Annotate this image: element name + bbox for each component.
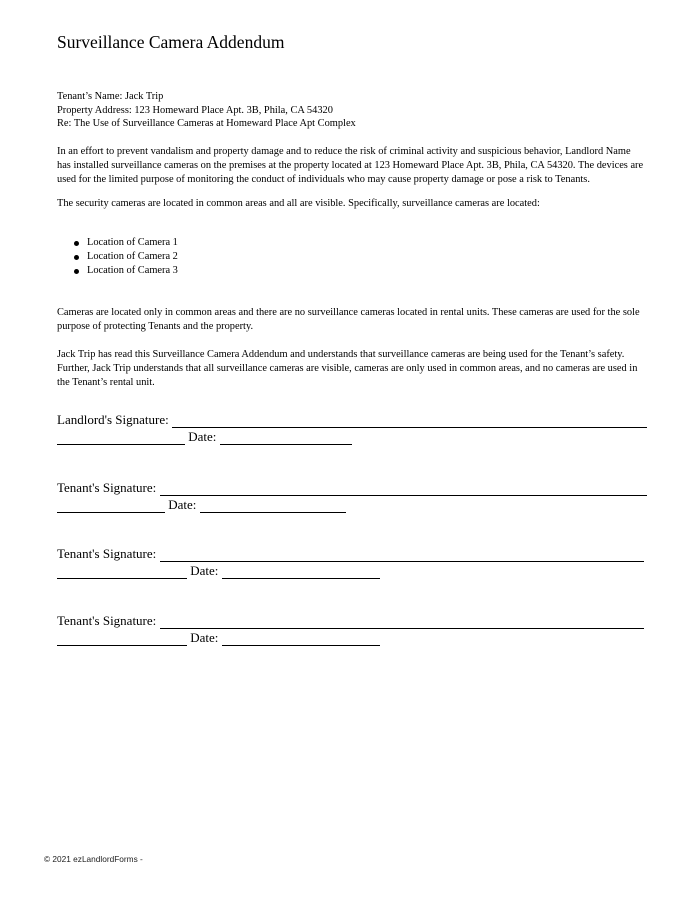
signature-line[interactable]: [160, 548, 644, 562]
camera-location: Location of Camera 2: [87, 251, 178, 263]
copyright-footer: © 2021 ezLandlordForms -: [44, 854, 143, 864]
date-line[interactable]: [200, 499, 346, 513]
paragraph-acknowledgement: Jack Trip has read this Surveillance Camera Addendum and understands that surveillance cameras are being used for the Tenant’s safety. Further, Jack Trip understands that all surveillance cameras are visible, cameras are only used in common areas, and no cameras are used in the Tenant’s rental unit.: [57, 349, 638, 388]
paragraph-locations-intro: The security cameras are located in common areas and all are visible. Specifically, surveillance cameras are located:: [57, 198, 540, 209]
date-line[interactable]: [222, 565, 380, 579]
signature-label: Tenant's Signature:: [57, 480, 157, 495]
landlord-signature-block: [57, 412, 647, 445]
date-line[interactable]: [220, 431, 352, 445]
tenant-signature-block: [57, 546, 647, 579]
signature-line[interactable]: [172, 414, 647, 428]
signature-line-continued[interactable]: [57, 499, 165, 513]
date-label: Date:: [190, 563, 219, 578]
tenant-signature-block: [57, 480, 647, 513]
date-label: Date:: [190, 630, 219, 645]
signature-line[interactable]: [160, 615, 644, 629]
list-item: [73, 236, 178, 250]
signature-line-continued[interactable]: [57, 431, 185, 445]
signature-label: Tenant's Signature:: [57, 613, 157, 628]
bullet-icon: [74, 241, 79, 246]
date-label: Date:: [188, 429, 217, 444]
paragraph-common-areas: Cameras are located only in common areas and there are no surveillance cameras located in rental units. These cameras are used for the sole purpose of protecting Tenants and the property.: [57, 307, 640, 332]
list-item: [73, 250, 178, 264]
document-title: Surveillance Camera Addendum: [57, 32, 285, 52]
property-address-line: Property Address: 123 Homeward Place Apt. 3B, Phila, CA 54320: [57, 104, 333, 116]
bullet-icon: [74, 255, 79, 260]
signature-line-continued[interactable]: [57, 632, 187, 646]
signature-label: Tenant's Signature:: [57, 546, 157, 561]
date-line[interactable]: [222, 632, 380, 646]
camera-location: Location of Camera 3: [87, 265, 178, 277]
camera-location-list: [73, 236, 178, 279]
list-item: [73, 264, 178, 278]
tenant-name-line: Tenant’s Name: Jack Trip: [57, 91, 164, 102]
signature-line[interactable]: [160, 482, 647, 496]
paragraph-purpose: In an effort to prevent vandalism and property damage and to reduce the risk of criminal activity and suspicious behavior, Landlord Name has installed surveillance cameras on the premises at the property located at 123 Homeward Place Apt. 3B, Phila, CA 54320. The devices are used for the limited purpose of monitoring the conduct of individuals who may cause property damage or pose a risk to Tenants.: [57, 146, 644, 185]
tenant-signature-block: [57, 613, 647, 646]
bullet-icon: [74, 269, 79, 274]
camera-location: Location of Camera 1: [87, 237, 178, 248]
signature-label: Landlord's Signature:: [57, 412, 169, 427]
signature-line-continued[interactable]: [57, 565, 187, 579]
re-line: Re: The Use of Surveillance Cameras at Homeward Place Apt Complex: [57, 118, 356, 129]
date-label: Date:: [168, 497, 197, 512]
header-info: [57, 90, 356, 131]
